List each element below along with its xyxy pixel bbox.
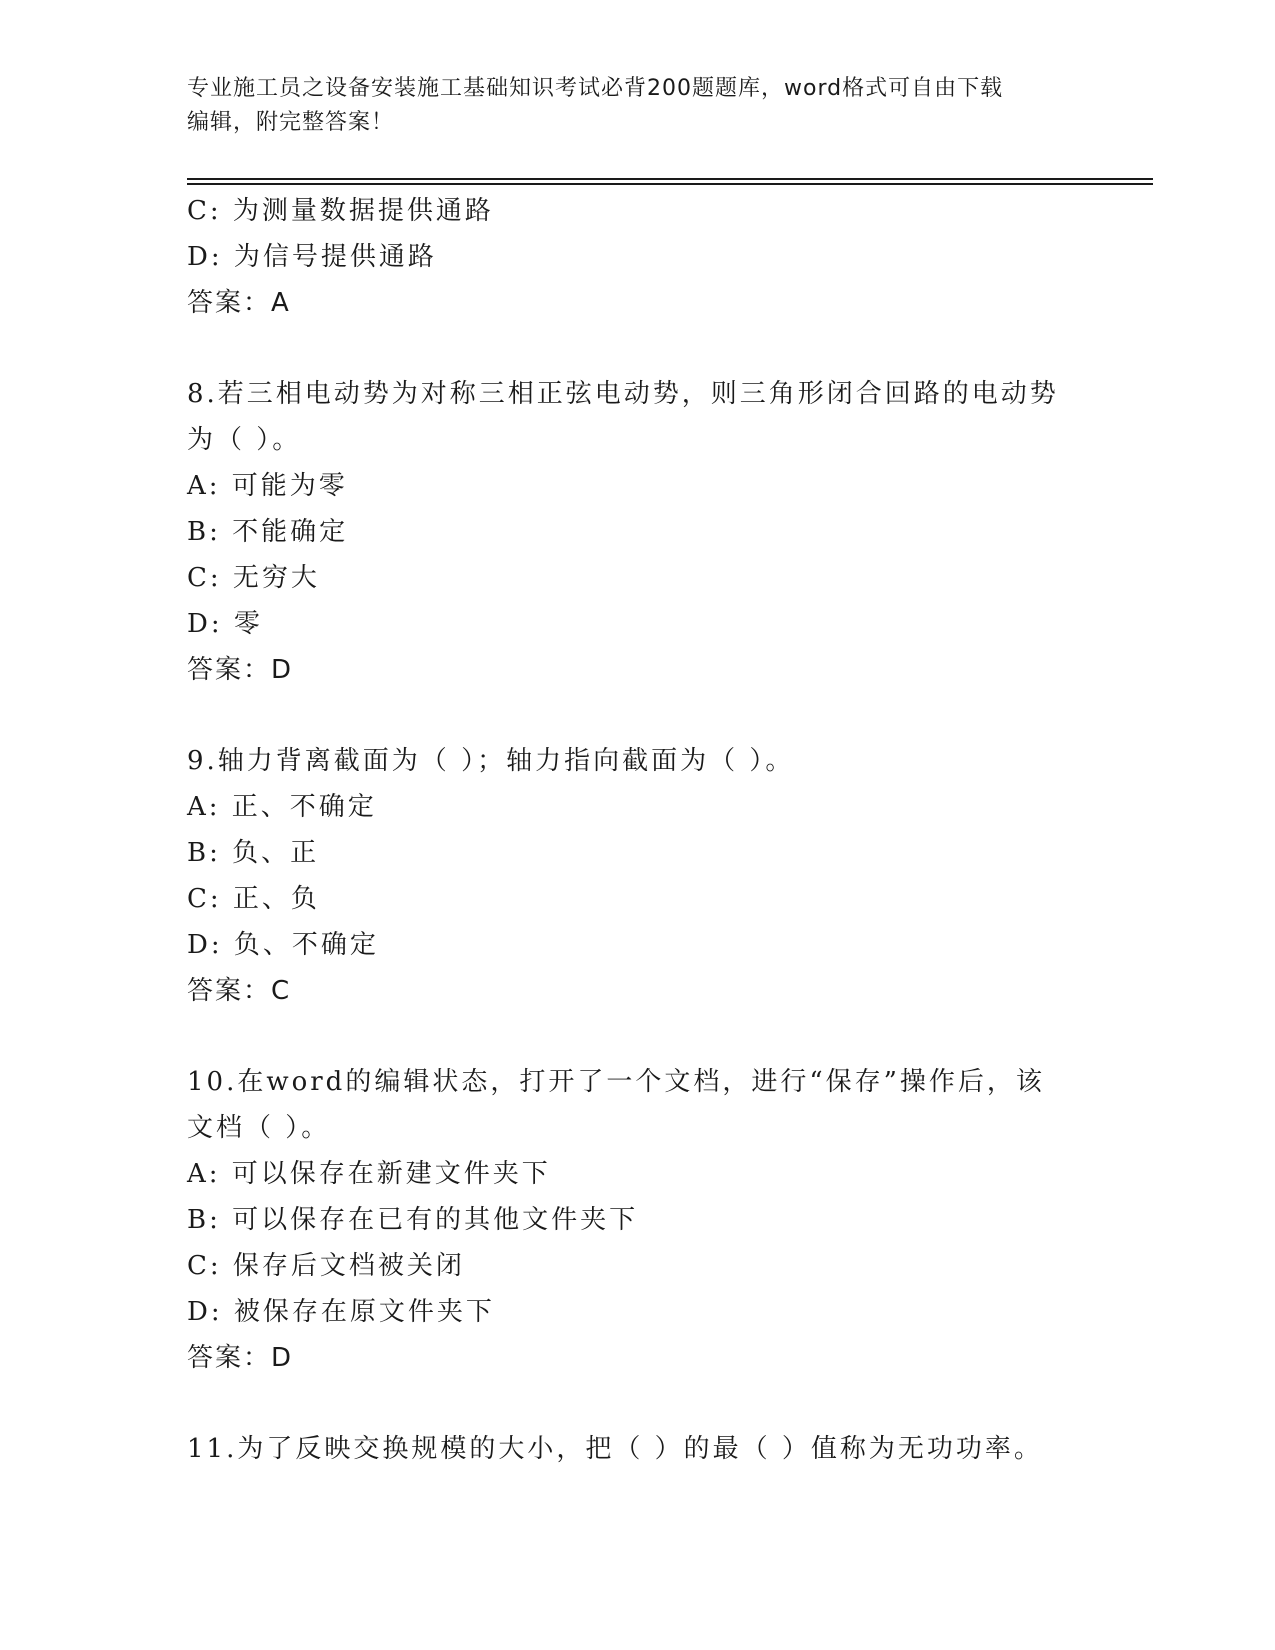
- option-c: C: 无穷大: [187, 563, 320, 593]
- option-d: D: 为信号提供通路: [187, 242, 437, 272]
- spacer: [187, 693, 1067, 738]
- header-title-line-1: 专业施工员之设备安装施工基础知识考试必背200题题库，word格式可自由下载: [187, 76, 1004, 101]
- answer: 答案：D: [187, 1343, 294, 1373]
- option-b: B: 可以保存在已有的其他文件夹下: [187, 1205, 639, 1235]
- option-c: C: 保存后文档被关闭: [187, 1251, 465, 1281]
- question-stem-continued: 为（ ）。: [187, 425, 302, 455]
- answer: 答案：C: [187, 976, 292, 1006]
- header-divider-bottom: [187, 183, 1153, 185]
- option-b: B: 不能确定: [187, 517, 349, 547]
- spacer: [187, 326, 1067, 371]
- option-a: A: 可以保存在新建文件夹下: [187, 1159, 551, 1189]
- question-10: [187, 1059, 1067, 1381]
- question-stem-continued: 文档（ ）。: [187, 1113, 331, 1143]
- spacer: [187, 1014, 1067, 1059]
- question-stem: 11.为了反映交换规模的大小，把（ ）的最（ ）值称为无功功率。: [187, 1434, 1043, 1464]
- option-a: A: 可能为零: [187, 471, 348, 501]
- option-b: B: 负、正: [187, 838, 320, 868]
- question-stem: 10.在word的编辑状态，打开了一个文档，进行“保存”操作后，该: [187, 1067, 1045, 1097]
- header-title-line-2: 编辑，附完整答案！: [187, 110, 395, 135]
- option-d: D: 负、不确定: [187, 930, 379, 960]
- question-stem: 8.若三相电动势为对称三相正弦电动势，则三角形闭合回路的电动势: [187, 379, 1059, 409]
- option-c: C: 为测量数据提供通路: [187, 196, 494, 226]
- spacer: [187, 1381, 1067, 1426]
- option-d: D: 零: [187, 609, 263, 639]
- option-c: C: 正、负: [187, 884, 320, 914]
- question-11: [187, 1426, 1067, 1472]
- option-a: A: 正、不确定: [187, 792, 377, 822]
- question-8: [187, 371, 1067, 693]
- question-stem: 9.轴力背离截面为（ ）；轴力指向截面为（ ）。: [187, 746, 795, 776]
- document-header: [187, 72, 1087, 140]
- question-9: [187, 738, 1067, 1014]
- answer: 答案：D: [187, 655, 294, 685]
- question-7-continued: [187, 188, 1067, 326]
- header-divider-top: [187, 178, 1153, 180]
- option-d: D: 被保存在原文件夹下: [187, 1297, 495, 1327]
- question-content: [187, 188, 1067, 1472]
- answer: 答案：A: [187, 288, 291, 318]
